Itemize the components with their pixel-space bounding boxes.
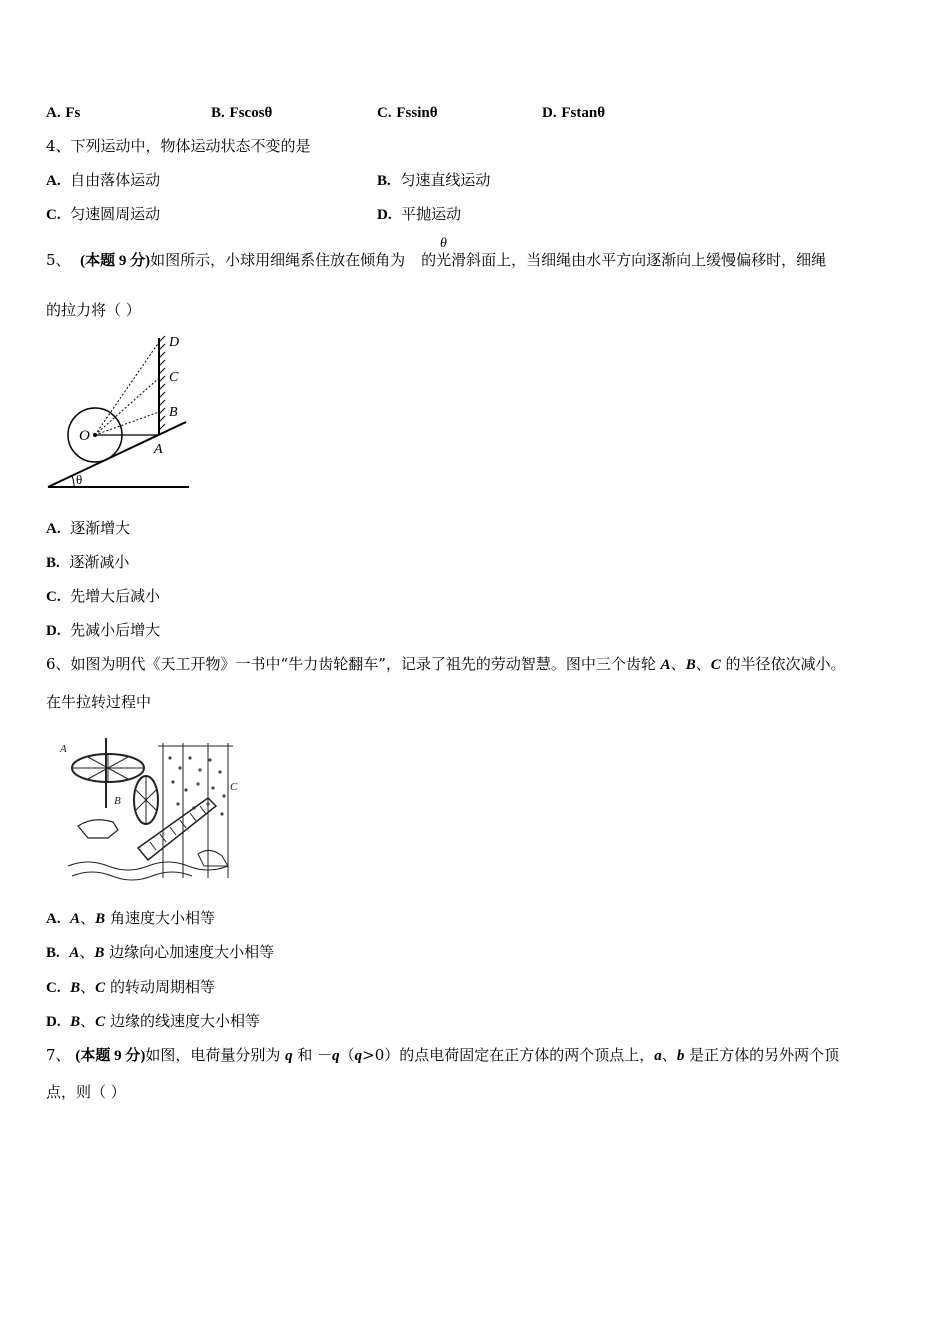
q6-stem-line1: 6、如图为明代《天工开物》一书中“牛力齿轮翻车”，记录了祖先的劳动智慧。图中三个齿轮 A、B、C 的半径依次减小。 bbox=[46, 655, 846, 673]
q3-option-d: D. Fstanθ bbox=[542, 105, 606, 121]
q5-option-d: D. 先减小后增大 bbox=[46, 621, 161, 639]
label-O: O bbox=[79, 428, 90, 444]
q5-stem-line1: 5、 (本题 9 分)如图所示，小球用细绳系住放在倾角为 的光滑斜面上，当细绳由水平方向逐渐向上缓慢偏移时，细绳 bbox=[46, 251, 827, 269]
theta-arc bbox=[72, 476, 74, 487]
q3-option-c: C. Fssinθ bbox=[377, 105, 438, 121]
rope-c bbox=[95, 378, 159, 435]
q5-stem-line2: 的拉力将（ ） bbox=[46, 301, 141, 319]
label-A: A bbox=[154, 442, 163, 457]
q7-stem-line2: 点，则（ ） bbox=[46, 1083, 126, 1101]
ox bbox=[78, 820, 118, 838]
q4-option-d: D. 平抛运动 bbox=[377, 205, 462, 223]
q5-option-b: B. 逐渐减小 bbox=[46, 553, 130, 571]
rope-d bbox=[95, 342, 159, 435]
q6-waterwheel-figure bbox=[58, 738, 238, 888]
label-D: D bbox=[169, 335, 180, 350]
q6-stem-line2: 在牛拉转过程中 bbox=[46, 693, 152, 711]
q3-option-b: B. Fscosθ bbox=[211, 105, 273, 121]
label-C: C bbox=[169, 370, 179, 385]
q5-option-a: A. 逐渐增大 bbox=[46, 519, 131, 537]
q6-option-d: D. B、C 边缘的线速度大小相等 bbox=[46, 1012, 260, 1030]
q4-option-a: A. 自由落体运动 bbox=[46, 171, 161, 189]
q4-stem: 4、下列运动中，物体运动状态不变的是 bbox=[46, 137, 311, 155]
q3-option-a: A. Fs bbox=[46, 105, 81, 121]
q6-option-c: C. B、C 的转动周期相等 bbox=[46, 978, 215, 996]
label-B: B bbox=[169, 405, 178, 420]
q5-option-c: C. 先增大后减小 bbox=[46, 587, 161, 605]
q6-option-b: B. A、B 边缘向心加速度大小相等 bbox=[46, 943, 275, 961]
label-gear-a: A bbox=[60, 743, 67, 755]
q7-stem-line1: 7、 (本题 9 分)如图，电荷量分别为 q 和 －q（q>0）的点电荷固定在正方体的两个顶点上，a、b 是正方体的另外两个顶 bbox=[46, 1046, 840, 1064]
theta-label: θ bbox=[76, 472, 83, 487]
q4-option-c: C. 匀速圆周运动 bbox=[46, 205, 161, 223]
q4-option-b: B. 匀速直线运动 bbox=[377, 171, 491, 189]
label-gear-b: B bbox=[114, 795, 121, 807]
rope-b bbox=[95, 412, 159, 435]
label-gear-c: C bbox=[230, 781, 238, 793]
q5-incline-figure bbox=[44, 330, 194, 495]
q5-theta-symbol: θ bbox=[440, 236, 447, 251]
q6-option-a: A. A、B 角速度大小相等 bbox=[46, 909, 215, 927]
